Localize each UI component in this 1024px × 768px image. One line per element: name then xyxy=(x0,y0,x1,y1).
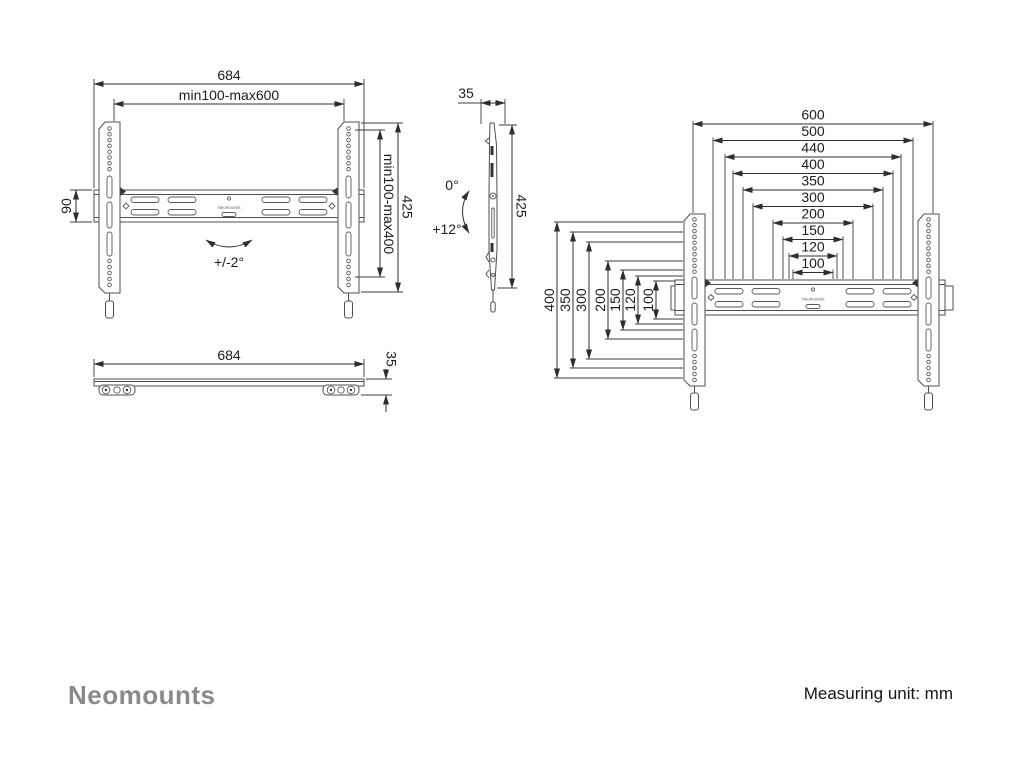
front-mount-height-range-label: min100-max400 xyxy=(381,153,397,255)
side-dim-height xyxy=(497,125,530,288)
top-right-foot xyxy=(323,385,359,395)
top-left-foot xyxy=(99,385,135,395)
tilt-arc-icon xyxy=(206,240,252,247)
vesa-width-100-label: 100 xyxy=(801,255,825,271)
side-cord-handle xyxy=(491,302,495,312)
rear-left-cord-handle xyxy=(691,393,699,410)
side-tilt-max-label: +12° xyxy=(432,221,462,237)
rear-dim-vesa-heights xyxy=(541,222,656,378)
neomounts-logo: Neomounts xyxy=(68,680,216,710)
vesa-width-440-label: 440 xyxy=(801,139,825,156)
rear-left-bracket xyxy=(684,214,705,410)
top-overall-width-label: 684 xyxy=(217,347,241,363)
side-dim-depth xyxy=(458,85,505,124)
front-bracket-height-label: 425 xyxy=(399,195,416,219)
front-dim-overall-width xyxy=(94,67,364,188)
top-dim-overall-width xyxy=(94,347,364,377)
front-dim-rail-height xyxy=(58,190,92,222)
vesa-height-150-label: 150 xyxy=(607,288,623,312)
front-view xyxy=(58,67,416,318)
vesa-width-600-label: 600 xyxy=(801,106,825,123)
front-right-bracket xyxy=(338,122,359,318)
vesa-width-400-label: 400 xyxy=(801,156,825,172)
front-mount-width-range-label: min100-max600 xyxy=(178,87,280,103)
front-dim-mount-width-range xyxy=(114,87,344,121)
front-right-cord-handle xyxy=(345,301,353,318)
side-tilt-min-label: 0° xyxy=(445,177,459,193)
vesa-height-300-label: 300 xyxy=(573,288,589,312)
measuring-unit-note: Measuring unit: mm xyxy=(803,684,953,703)
vesa-width-150-label: 150 xyxy=(801,222,825,238)
top-dim-depth xyxy=(361,351,400,412)
rear-rail xyxy=(675,279,945,316)
side-tilt-annotation xyxy=(432,177,469,237)
front-rail xyxy=(94,187,364,222)
side-height-label: 425 xyxy=(513,194,530,218)
rear-dim-vesa-widths xyxy=(693,107,933,273)
front-rail-height-label: 90 xyxy=(58,198,74,214)
side-tilt-arc-icon xyxy=(463,191,470,233)
rear-right-cord-handle xyxy=(925,393,933,410)
front-tilt-label: +/-2° xyxy=(213,254,245,270)
rear-right-bracket xyxy=(918,214,939,410)
rear-view xyxy=(541,107,953,411)
vesa-width-500-label: 500 xyxy=(801,123,825,139)
side-depth-label: 35 xyxy=(458,85,474,101)
vesa-height-200-label: 200 xyxy=(592,288,608,312)
vesa-width-350-label: 350 xyxy=(801,172,825,189)
front-rail-logo-text: Neomounts xyxy=(217,205,241,210)
front-tilt-annotation xyxy=(206,240,252,270)
front-left-bracket xyxy=(99,122,120,318)
top-view xyxy=(94,347,400,412)
front-left-cord-handle xyxy=(106,301,114,318)
vesa-width-200-label: 200 xyxy=(801,205,825,222)
vesa-height-120-label: 120 xyxy=(622,288,638,312)
side-view xyxy=(432,85,529,312)
side-profile xyxy=(486,123,498,312)
vesa-width-120-label: 120 xyxy=(801,238,825,255)
vesa-height-400-label: 400 xyxy=(541,288,557,312)
rear-rail-logo-text: Neomounts xyxy=(801,296,825,302)
top-rail-bar xyxy=(94,379,364,386)
vesa-height-100-label: 100 xyxy=(640,288,656,312)
vesa-width-300-label: 300 xyxy=(801,189,825,205)
top-depth-label: 35 xyxy=(383,351,400,367)
vesa-height-350-label: 350 xyxy=(557,288,573,312)
front-overall-width-label: 684 xyxy=(217,67,241,83)
